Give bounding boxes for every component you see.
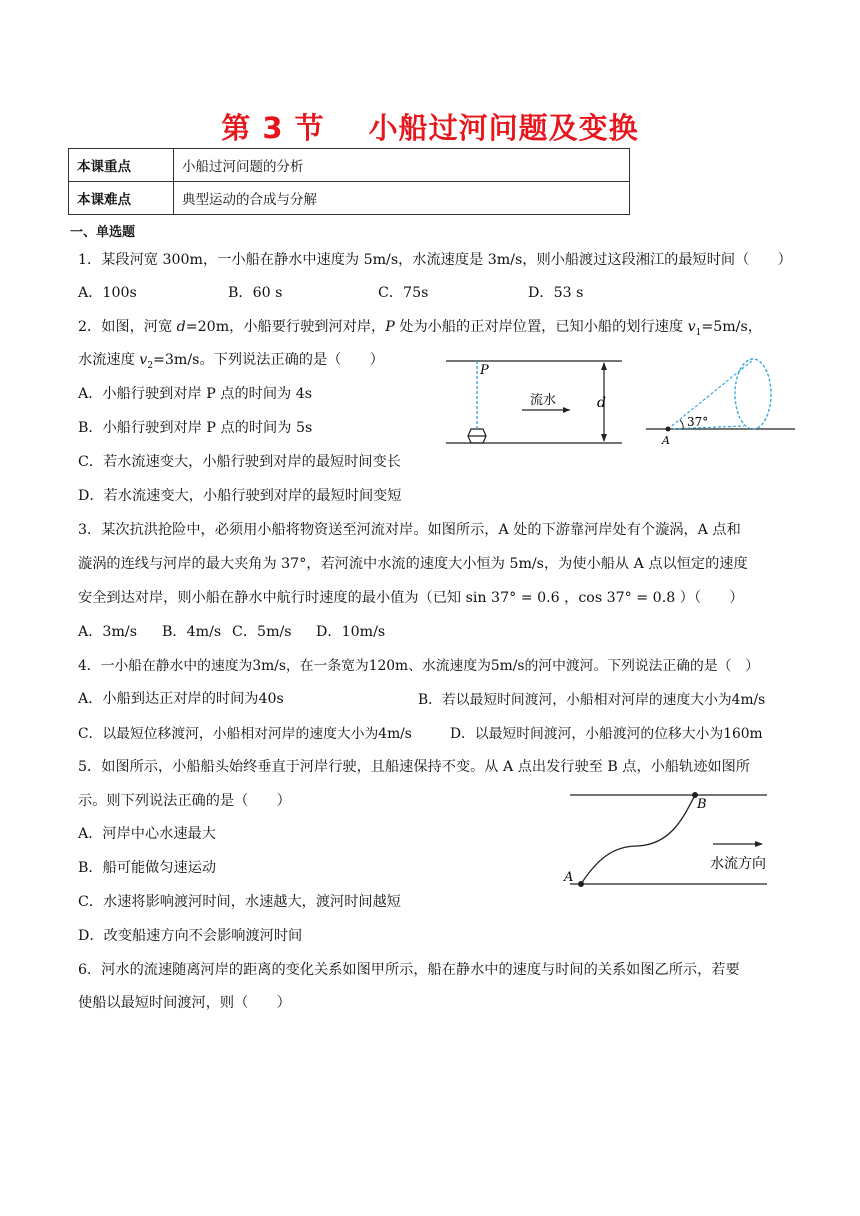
q5-trajectory-figure [560,788,775,888]
point-p-label: P [480,363,489,378]
table-key: 本课难点 [69,182,174,215]
point-a [578,881,584,887]
q5-option-b: B．船可能做匀速运动 [78,860,217,876]
section-heading: 一、单选题 [70,225,136,240]
subscript: 2 [147,360,154,371]
q3-option-c: C．5m/s [232,624,292,640]
q4-option-b: B．若以最短时间渡河，小船相对河岸的速度大小为4m/s [418,692,766,708]
tangent-line-upper [668,360,753,429]
flow-label: 流水 [530,393,557,408]
table-row [69,182,630,215]
table-key: 本课重点 [69,149,174,182]
q6-stem-line1: 6．河水的流速随离河岸的距离的变化关系如图甲所示，船在静水中的速度与时间的关系如图乙所示，若要 [78,962,740,978]
q3-option-d: D．10m/s [316,624,386,640]
q2-option-c: C．若水流速变大，小船行驶到对岸的最短时间变长 [78,454,401,470]
q1-stem: 1．某段河宽 300m，一小船在静水中速度为 5m/s，水流速度是 3m/s，则小船渡过这段湘江的最短时间（ ） [78,252,792,268]
q4-option-c: C．以最短位移渡河，小船相对河岸的速度大小为4m/s [78,726,412,742]
title-topic: 小船过河问题及变换 [368,111,639,145]
q3-option-b: B．4m/s [162,624,222,640]
text-run: =3m/s。下列说法正确的是（ ） [153,352,384,368]
point-a [666,427,671,432]
boat-icon [468,429,486,443]
boat-trajectory [581,795,695,884]
q3-option-a: A．3m/s [78,624,137,640]
q1-option-d: D．53 s [528,285,584,301]
q2-stem-line1 [78,316,762,338]
point-b-label: B [697,797,707,812]
title-section-number: 第 3 节 [221,111,325,145]
q3-vortex-figure [640,360,800,455]
page-title [0,106,860,147]
text-run: 水流速度 [78,352,140,368]
lesson-focus-table [68,148,630,215]
point-a-label: A [662,434,670,447]
q5-stem-line2: 示。则下列说法正确的是（ ） [78,793,291,809]
q2-option-a: A．小船行驶到对岸 P 点的时间为 4s [78,386,313,402]
text-run: 处为小船的正对岸位置，已知小船的划行速度 [394,319,688,335]
q3-stem-line1: 3．某次抗洪抢险中，必须用小船将物资送至河流对岸。如图所示，A 处的下游靠河岸处有个漩涡，A 点和 [78,522,741,538]
table-row [69,149,630,182]
q3-stem-line2: 漩涡的连线与河岸的最大夹角为 37°，若河流中水流的速度大小恒为 5m/s，为使小船从 A 点以恒定的速度 [78,556,748,572]
q2-option-d: D．若水流速变大，小船行驶到对岸的最短时间变短 [78,488,402,504]
q4-option-d: D．以最短时间渡河，小船渡河的位移大小为160m [450,726,763,742]
flow-arrowhead [755,841,763,847]
var-d: d [176,319,186,335]
var-v: v [139,352,148,368]
q2-option-b: B．小船行驶到对岸 P 点的时间为 5s [78,420,313,436]
dimension-arrowhead-top [601,362,607,370]
q5-stem-line1: 5．如图所示，小船船头始终垂直于河岸行驶，且船速保持不变。从 A 点出发行驶至 B 点，小船轨迹如图所 [78,759,750,775]
point-a-label: A [564,870,574,885]
table-value: 小船过河问题的分析 [174,149,630,182]
q6-stem-line2: 使船以最短时间渡河，则（ ） [78,995,291,1011]
flow-direction-label: 水流方向 [710,856,766,872]
angle-arc [680,420,683,429]
q3-stem-line3: 安全到达对岸，则小船在静水中航行时速度的最小值为（已知 sin 37° = 0.6 ，cos 37° = 0.8 ）（ ） [78,590,744,606]
q2-river-figure [440,352,630,452]
text-run: =20m，小船要行驶到河对岸， [185,319,386,335]
vortex-circle [735,359,771,429]
q1-option-b: B．60 s [228,285,283,301]
q4-option-a: A．小船到达正对岸的时间为40s [78,691,284,707]
q1-option-a: A．100s [78,285,137,301]
q1-option-c: C．75s [378,285,429,301]
q5-option-d: D．改变船速方向不会影响渡河时间 [78,928,303,944]
q5-option-a: A．河岸中心水速最大 [78,826,216,842]
dimension-arrowhead-bottom [601,434,607,442]
var-v: v [687,319,696,335]
q5-option-c: C．水速将影响渡河时间，水速越大，渡河时间越短 [78,894,401,910]
var-p: P [385,319,395,335]
q2-stem-line2 [78,349,384,371]
flow-arrowhead [563,407,570,413]
table-value: 典型运动的合成与分解 [174,182,630,215]
width-label: d [597,395,606,411]
subscript: 1 [695,327,702,338]
text-run: 2．如图，河宽 [78,319,177,335]
angle-label: 37° [687,415,709,429]
text-run: =5m/s， [701,319,762,335]
q4-stem: 4．一小船在静水中的速度为3m/s，在一条宽为120m、水流速度为5m/s的河中渡河。下列说法正确的是（ ） [78,658,760,674]
